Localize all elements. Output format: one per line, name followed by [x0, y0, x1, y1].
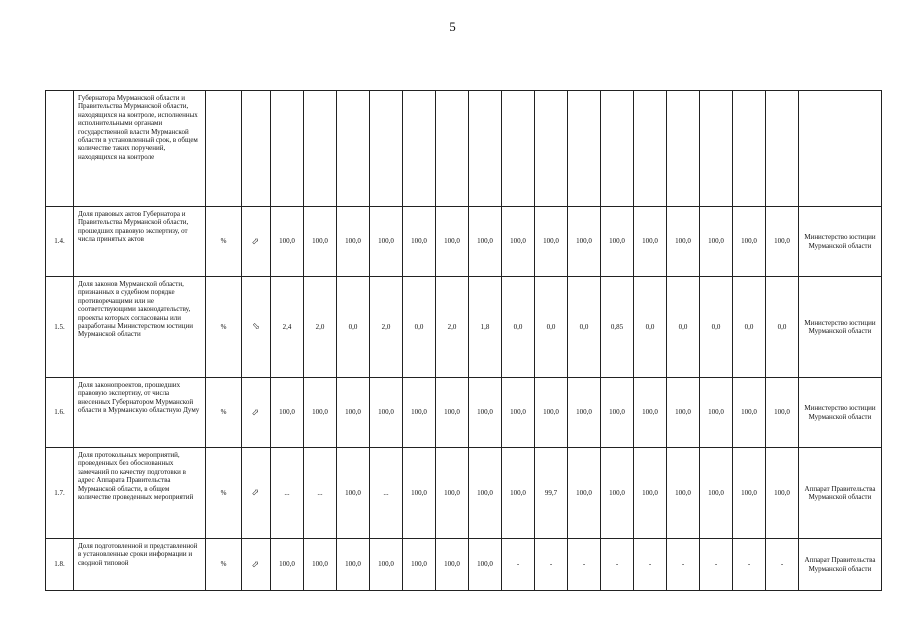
value-cell [601, 91, 634, 207]
value-cell: 100,0 [469, 378, 502, 448]
value-cell: 100,0 [304, 378, 337, 448]
value-cell: 100,0 [766, 448, 799, 539]
value-cell: 100,0 [403, 539, 436, 591]
value-cell: 100,0 [568, 207, 601, 277]
table-row [46, 207, 882, 277]
value-cell: 100,0 [469, 207, 502, 277]
value-cell: 100,0 [271, 207, 304, 277]
indicator-name-cell: Губернатора Мурманской области и Правительства Мурманской области, находящихся на контроле, исполненных исполнительными органами государственной власти Мурманской области в установленный срок, в общем количестве таких поручений, находящихся на контроле [74, 91, 206, 207]
value-cell: 0,0 [766, 277, 799, 378]
row-number-cell: 1.5. [46, 277, 74, 378]
value-cell: 100,0 [304, 207, 337, 277]
unit-cell: % [206, 277, 242, 378]
value-cell [370, 91, 403, 207]
value-cell: 100,0 [403, 207, 436, 277]
table-row [46, 539, 882, 591]
value-cell: 100,0 [469, 448, 502, 539]
value-cell: 100,0 [733, 448, 766, 539]
trend-cell [242, 91, 271, 207]
responsible-cell [799, 91, 882, 207]
value-cell: 100,0 [502, 207, 535, 277]
value-cell [436, 91, 469, 207]
row-number-cell: 1.8. [46, 539, 74, 591]
responsible-cell: Аппарат Правительства Мурманской области [799, 539, 882, 591]
indicators-table [45, 90, 882, 591]
trend-cell [242, 207, 271, 277]
responsible-cell: Министерство юстиции Мурманской области [799, 378, 882, 448]
value-cell: 0,0 [733, 277, 766, 378]
value-cell: 100,0 [337, 448, 370, 539]
value-cell: 100,0 [502, 378, 535, 448]
value-cell: 100,0 [601, 448, 634, 539]
responsible-cell: Аппарат Правительства Мурманской области [799, 448, 882, 539]
unit-cell: % [206, 448, 242, 539]
trend-down-arrow-icon: ⇨ [250, 320, 263, 333]
value-cell: 100,0 [700, 207, 733, 277]
value-cell: ... [271, 448, 304, 539]
value-cell: 100,0 [634, 378, 667, 448]
value-cell: 0,0 [634, 277, 667, 378]
value-cell: 100,0 [568, 448, 601, 539]
trend-cell [242, 378, 271, 448]
table-row [46, 448, 882, 539]
value-cell [568, 91, 601, 207]
value-cell: 100,0 [733, 207, 766, 277]
value-cell: 100,0 [403, 378, 436, 448]
indicator-name-cell: Доля законопроектов, прошедших правовую экспертизу, от числа внесенных Губернатором Мурманской области в Мурманскую областную Думу [74, 378, 206, 448]
value-cell: 0,0 [667, 277, 700, 378]
indicator-name-cell: Доля правовых актов Губернатора и Правительства Мурманской области, прошедших правовую экспертизу, от числа принятых актов [74, 207, 206, 277]
value-cell: 100,0 [271, 539, 304, 591]
value-cell [535, 91, 568, 207]
value-cell: 100,0 [766, 207, 799, 277]
value-cell [304, 91, 337, 207]
value-cell: 100,0 [370, 378, 403, 448]
value-cell: - [502, 539, 535, 591]
value-cell: 100,0 [502, 448, 535, 539]
page-number: 5 [449, 19, 456, 34]
value-cell: - [601, 539, 634, 591]
value-cell: ... [304, 448, 337, 539]
value-cell [634, 91, 667, 207]
value-cell: 100,0 [337, 378, 370, 448]
unit-cell: % [206, 539, 242, 591]
value-cell: 100,0 [403, 448, 436, 539]
value-cell: 99,7 [535, 448, 568, 539]
value-cell: 1,8 [469, 277, 502, 378]
value-cell: 100,0 [601, 207, 634, 277]
value-cell: 100,0 [469, 539, 502, 591]
value-cell [667, 91, 700, 207]
value-cell: 100,0 [271, 378, 304, 448]
indicator-name-cell: Доля протокольных мероприятий, проведенных без обоснованных замечаний по качеству подготовки в адрес Аппарата Правительства Мурманской области, в общем количестве проведенных мероприятий [74, 448, 206, 539]
value-cell: 100,0 [337, 539, 370, 591]
table-row [46, 378, 882, 448]
value-cell: - [535, 539, 568, 591]
trend-cell [242, 539, 271, 591]
value-cell: 100,0 [337, 207, 370, 277]
value-cell: 100,0 [304, 539, 337, 591]
trend-up-arrow-icon: ⇨ [249, 405, 262, 419]
value-cell: 0,0 [337, 277, 370, 378]
value-cell: - [733, 539, 766, 591]
value-cell: - [667, 539, 700, 591]
value-cell: 0,0 [403, 277, 436, 378]
value-cell: 100,0 [436, 207, 469, 277]
value-cell [403, 91, 436, 207]
table-row [46, 91, 882, 207]
value-cell: 100,0 [634, 207, 667, 277]
trend-up-arrow-icon: ⇨ [249, 486, 262, 499]
value-cell: - [700, 539, 733, 591]
value-cell: 100,0 [568, 378, 601, 448]
value-cell: 100,0 [733, 378, 766, 448]
value-cell: 100,0 [436, 539, 469, 591]
value-cell [502, 91, 535, 207]
value-cell: 0,0 [535, 277, 568, 378]
value-cell [469, 91, 502, 207]
value-cell: - [766, 539, 799, 591]
table-body [46, 91, 882, 591]
value-cell: 100,0 [370, 207, 403, 277]
row-number-cell: 1.4. [46, 207, 74, 277]
value-cell: 0,85 [601, 277, 634, 378]
value-cell [733, 91, 766, 207]
trend-up-arrow-icon: ⇨ [249, 234, 262, 248]
value-cell: 100,0 [436, 378, 469, 448]
value-cell: 0,0 [700, 277, 733, 378]
value-cell: 0,0 [502, 277, 535, 378]
row-number-cell: 1.6. [46, 378, 74, 448]
value-cell: 0,0 [568, 277, 601, 378]
value-cell [337, 91, 370, 207]
value-cell: - [568, 539, 601, 591]
row-number-cell: 1.7. [46, 448, 74, 539]
trend-cell [242, 448, 271, 539]
value-cell [766, 91, 799, 207]
unit-cell [206, 91, 242, 207]
value-cell: 100,0 [601, 378, 634, 448]
row-number-cell [46, 91, 74, 207]
value-cell: 100,0 [667, 448, 700, 539]
unit-cell: % [206, 207, 242, 277]
value-cell: - [634, 539, 667, 591]
value-cell: 100,0 [667, 378, 700, 448]
value-cell: 100,0 [535, 207, 568, 277]
trend-cell [242, 277, 271, 378]
value-cell: 2,0 [370, 277, 403, 378]
value-cell: 100,0 [700, 448, 733, 539]
value-cell: 100,0 [436, 448, 469, 539]
indicator-name-cell: Доля законов Мурманской области, признанных в судебном порядке противоречащими или не соответствующими законодательству, проекты которых согласованы или разработаны Министерством юстиции Мурманской области [74, 277, 206, 378]
table-row [46, 277, 882, 378]
value-cell: 2,4 [271, 277, 304, 378]
responsible-cell: Министерство юстиции Мурманской области [799, 207, 882, 277]
value-cell: 100,0 [766, 378, 799, 448]
value-cell [700, 91, 733, 207]
value-cell: 100,0 [634, 448, 667, 539]
value-cell: 100,0 [370, 539, 403, 591]
value-cell: 2,0 [436, 277, 469, 378]
value-cell: 100,0 [535, 378, 568, 448]
indicator-name-cell: Доля подготовленной и представленной в установленные сроки информации и сводной типовой [74, 539, 206, 591]
value-cell: 100,0 [700, 378, 733, 448]
responsible-cell: Министерство юстиции Мурманской области [799, 277, 882, 378]
value-cell: 100,0 [667, 207, 700, 277]
value-cell [271, 91, 304, 207]
unit-cell: % [206, 378, 242, 448]
value-cell: 2,0 [304, 277, 337, 378]
trend-up-arrow-icon: ⇨ [249, 557, 262, 571]
value-cell: ... [370, 448, 403, 539]
